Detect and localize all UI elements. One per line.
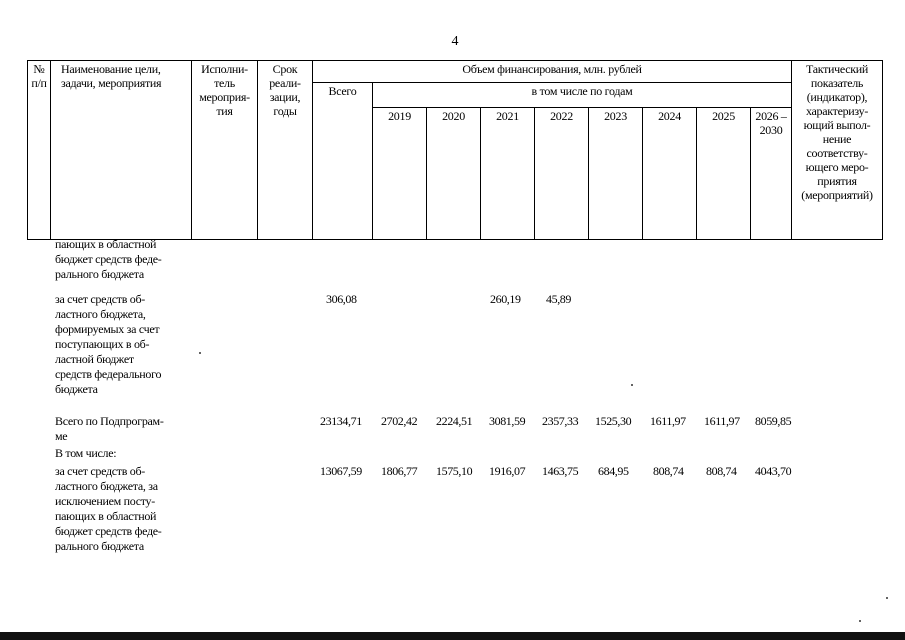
value-2022: 45,89	[546, 292, 572, 306]
col-by-years-header: в том числе по годам	[373, 83, 792, 108]
value-2019: 1806,77	[381, 464, 418, 478]
col-num-header: № п/п	[28, 61, 51, 240]
value-2023: 1525,30	[595, 414, 632, 428]
scan-speck	[199, 352, 201, 354]
value-2021: 260,19	[490, 292, 521, 306]
col-year-2022: 2022	[535, 108, 589, 240]
value-2024: 808,74	[653, 464, 684, 478]
value-2026-2030: 4043,70	[755, 464, 792, 478]
value-2021: 1916,07	[489, 464, 526, 478]
col-year-2021: 2021	[481, 108, 535, 240]
value-2019: 2702,42	[381, 414, 418, 428]
scan-edge-band	[0, 632, 905, 640]
scan-speck	[886, 597, 888, 599]
col-year-2020: 2020	[427, 108, 481, 240]
page-number: 4	[451, 34, 459, 49]
value-2026-2030: 8059,85	[755, 414, 792, 428]
col-executor-header: Исполни- тель мероприя- тия	[192, 61, 258, 240]
col-name-header: Наименование цели, задачи, мероприятия	[51, 61, 192, 240]
value-total: 306,08	[326, 292, 357, 306]
col-year-2025: 2025	[697, 108, 751, 240]
col-indicator-header: Тактический показатель (индикатор), характеризу- ющий выпол- нение соответству- ющего меро- приятия (мероприятий)	[792, 61, 883, 240]
col-year-2026-2030: 2026 – 2030	[751, 108, 792, 240]
row-name-federal-funds: за счет средств об- ластного бюджета, формируемых за счет поступающих в об- ластной бюджет средств федерального бюджета	[55, 292, 162, 396]
value-total: 23134,71	[320, 414, 362, 428]
scan-speck	[859, 620, 861, 622]
col-year-2019: 2019	[373, 108, 427, 240]
col-total-header: Всего	[313, 83, 373, 240]
scan-speck	[631, 384, 633, 386]
row-name-continuation: пающих в областной бюджет средств феде- рального бюджета	[55, 237, 162, 281]
funding-table-header	[27, 60, 883, 240]
row-name-regional-funds: за счет средств об- ластного бюджета, за исключением посту- пающих в областной бюджет средств феде- рального бюджета	[55, 464, 162, 553]
col-year-2023: 2023	[589, 108, 643, 240]
value-total: 13067,59	[320, 464, 362, 478]
value-2025: 1611,97	[704, 414, 740, 428]
row-name-including: В том числе:	[55, 446, 117, 460]
value-2023: 684,95	[598, 464, 629, 478]
row-name-subprogram-total: Всего по Подпрограм- ме	[55, 414, 164, 443]
value-2021: 3081,59	[489, 414, 526, 428]
col-term-header: Срок реали- зации, годы	[258, 61, 313, 240]
value-2020: 1575,10	[436, 464, 473, 478]
value-2022: 2357,33	[542, 414, 579, 428]
value-2022: 1463,75	[542, 464, 579, 478]
value-2025: 808,74	[706, 464, 737, 478]
value-2024: 1611,97	[650, 414, 686, 428]
value-2020: 2224,51	[436, 414, 473, 428]
col-funding-header: Объем финансирования, млн. рублей	[313, 61, 792, 83]
col-year-2024: 2024	[643, 108, 697, 240]
